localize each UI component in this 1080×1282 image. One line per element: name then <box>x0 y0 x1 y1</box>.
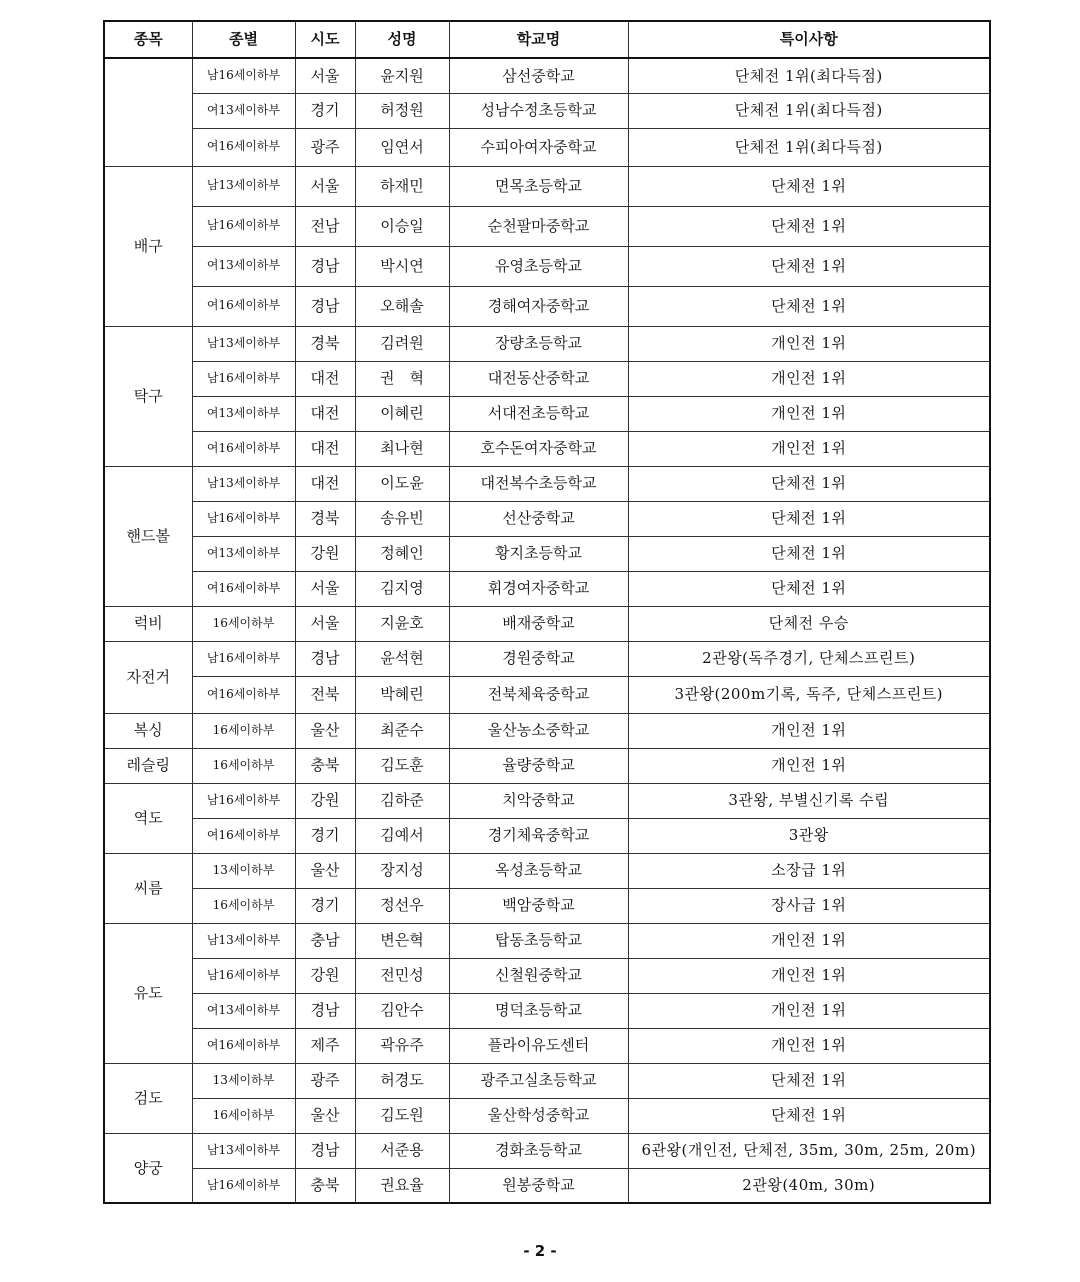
note-cell: 개인전 1위 <box>628 993 990 1028</box>
header-sport: 종목 <box>104 21 192 58</box>
region-cell: 대전 <box>295 431 355 466</box>
table-row <box>104 1098 990 1133</box>
table-row <box>104 93 990 128</box>
name-cell: 이승일 <box>355 206 449 246</box>
school-cell: 호수돈여자중학교 <box>449 431 628 466</box>
sport-cell: 검도 <box>104 1063 192 1133</box>
region-cell: 경기 <box>295 888 355 923</box>
page-number: - 2 - <box>523 1242 557 1260</box>
name-cell: 김지영 <box>355 571 449 606</box>
table-row <box>104 166 990 206</box>
region-cell: 경남 <box>295 246 355 286</box>
name-cell: 권 혁 <box>355 361 449 396</box>
name-cell: 오해솔 <box>355 286 449 326</box>
sport-cell: 핸드볼 <box>104 466 192 606</box>
table-row <box>104 1028 990 1063</box>
division-cell: 16세이하부 <box>192 1098 295 1133</box>
school-cell: 치악중학교 <box>449 783 628 818</box>
table-row <box>104 571 990 606</box>
school-cell: 면목초등학교 <box>449 166 628 206</box>
note-cell: 단체전 1위 <box>628 1063 990 1098</box>
table-row <box>104 853 990 888</box>
name-cell: 김려원 <box>355 326 449 361</box>
name-cell: 이혜린 <box>355 396 449 431</box>
name-cell: 박혜린 <box>355 676 449 713</box>
name-cell: 장지성 <box>355 853 449 888</box>
region-cell: 강원 <box>295 536 355 571</box>
school-cell: 광주고실초등학교 <box>449 1063 628 1098</box>
region-cell: 광주 <box>295 1063 355 1098</box>
region-cell: 경남 <box>295 286 355 326</box>
table-row <box>104 206 990 246</box>
school-cell: 백암중학교 <box>449 888 628 923</box>
school-cell: 전북체육중학교 <box>449 676 628 713</box>
note-cell: 개인전 1위 <box>628 748 990 783</box>
school-cell: 옥성초등학교 <box>449 853 628 888</box>
school-cell: 플라이유도센터 <box>449 1028 628 1063</box>
sport-cell: 양궁 <box>104 1133 192 1203</box>
name-cell: 허경도 <box>355 1063 449 1098</box>
sport-cell: 유도 <box>104 923 192 1063</box>
name-cell: 권요율 <box>355 1168 449 1203</box>
sport-cell: 자전거 <box>104 641 192 713</box>
school-cell: 율량중학교 <box>449 748 628 783</box>
note-cell: 단체전 1위 <box>628 206 990 246</box>
note-cell: 단체전 1위 <box>628 166 990 206</box>
name-cell: 김도훈 <box>355 748 449 783</box>
sport-cell: 복싱 <box>104 713 192 748</box>
region-cell: 경기 <box>295 93 355 128</box>
name-cell: 김하준 <box>355 783 449 818</box>
school-cell: 원봉중학교 <box>449 1168 628 1203</box>
sport-cell <box>104 58 192 166</box>
note-cell: 개인전 1위 <box>628 1028 990 1063</box>
name-cell: 김예서 <box>355 818 449 853</box>
region-cell: 울산 <box>295 1098 355 1133</box>
sport-cell: 역도 <box>104 783 192 853</box>
name-cell: 박시연 <box>355 246 449 286</box>
division-cell: 13세이하부 <box>192 853 295 888</box>
note-cell: 장사급 1위 <box>628 888 990 923</box>
sport-cell: 럭비 <box>104 606 192 641</box>
division-cell: 13세이하부 <box>192 1063 295 1098</box>
note-cell: 단체전 1위 <box>628 466 990 501</box>
note-cell: 단체전 1위 <box>628 571 990 606</box>
name-cell: 정혜인 <box>355 536 449 571</box>
division-cell: 남16세이하부 <box>192 58 295 93</box>
region-cell: 전남 <box>295 206 355 246</box>
division-cell: 남16세이하부 <box>192 206 295 246</box>
note-cell: 2관왕(40m, 30m) <box>628 1168 990 1203</box>
division-cell: 여16세이하부 <box>192 431 295 466</box>
table-row <box>104 128 990 166</box>
name-cell: 임연서 <box>355 128 449 166</box>
name-cell: 허정원 <box>355 93 449 128</box>
results-table <box>103 20 991 1204</box>
school-cell: 선산중학교 <box>449 501 628 536</box>
sport-cell: 배구 <box>104 166 192 326</box>
table-row <box>104 923 990 958</box>
region-cell: 울산 <box>295 713 355 748</box>
region-cell: 광주 <box>295 128 355 166</box>
note-cell: 3관왕(200m기록, 독주, 단체스프린트) <box>628 676 990 713</box>
division-cell: 남13세이하부 <box>192 1133 295 1168</box>
division-cell: 16세이하부 <box>192 748 295 783</box>
name-cell: 송유빈 <box>355 501 449 536</box>
region-cell: 서울 <box>295 606 355 641</box>
table-row <box>104 713 990 748</box>
note-cell: 개인전 1위 <box>628 958 990 993</box>
division-cell: 남16세이하부 <box>192 958 295 993</box>
table-row <box>104 641 990 676</box>
division-cell: 여16세이하부 <box>192 676 295 713</box>
region-cell: 울산 <box>295 853 355 888</box>
table-row <box>104 958 990 993</box>
region-cell: 서울 <box>295 58 355 93</box>
school-cell: 삼선중학교 <box>449 58 628 93</box>
division-cell: 남16세이하부 <box>192 641 295 676</box>
table-row <box>104 361 990 396</box>
school-cell: 황지초등학교 <box>449 536 628 571</box>
table-row <box>104 1063 990 1098</box>
division-cell: 여16세이하부 <box>192 818 295 853</box>
table-row <box>104 676 990 713</box>
name-cell: 변은혁 <box>355 923 449 958</box>
school-cell: 순천팔마중학교 <box>449 206 628 246</box>
division-cell: 여13세이하부 <box>192 246 295 286</box>
name-cell: 지윤호 <box>355 606 449 641</box>
header-note: 특이사항 <box>628 21 990 58</box>
table-row <box>104 58 990 93</box>
region-cell: 강원 <box>295 958 355 993</box>
note-cell: 단체전 1위 <box>628 1098 990 1133</box>
school-cell: 성남수정초등학교 <box>449 93 628 128</box>
school-cell: 경원중학교 <box>449 641 628 676</box>
table-body <box>104 58 990 1203</box>
table-row <box>104 466 990 501</box>
division-cell: 여16세이하부 <box>192 571 295 606</box>
school-cell: 장량초등학교 <box>449 326 628 361</box>
school-cell: 배재중학교 <box>449 606 628 641</box>
sport-cell: 씨름 <box>104 853 192 923</box>
school-cell: 유영초등학교 <box>449 246 628 286</box>
table-row <box>104 748 990 783</box>
note-cell: 단체전 1위(최다득점) <box>628 93 990 128</box>
school-cell: 수피아여자중학교 <box>449 128 628 166</box>
name-cell: 서준용 <box>355 1133 449 1168</box>
sport-cell: 탁구 <box>104 326 192 466</box>
division-cell: 남16세이하부 <box>192 1168 295 1203</box>
table-row <box>104 1133 990 1168</box>
table-row <box>104 536 990 571</box>
name-cell: 윤석현 <box>355 641 449 676</box>
region-cell: 대전 <box>295 466 355 501</box>
school-cell: 울산학성중학교 <box>449 1098 628 1133</box>
table-row <box>104 501 990 536</box>
note-cell: 단체전 우승 <box>628 606 990 641</box>
sport-cell: 레슬링 <box>104 748 192 783</box>
note-cell: 단체전 1위 <box>628 501 990 536</box>
division-cell: 남13세이하부 <box>192 166 295 206</box>
school-cell: 경화초등학교 <box>449 1133 628 1168</box>
table-row <box>104 431 990 466</box>
note-cell: 단체전 1위 <box>628 536 990 571</box>
division-cell: 남13세이하부 <box>192 326 295 361</box>
division-cell: 남16세이하부 <box>192 501 295 536</box>
region-cell: 경북 <box>295 326 355 361</box>
table-row <box>104 246 990 286</box>
name-cell: 이도윤 <box>355 466 449 501</box>
division-cell: 여16세이하부 <box>192 128 295 166</box>
division-cell: 남16세이하부 <box>192 783 295 818</box>
region-cell: 경남 <box>295 993 355 1028</box>
school-cell: 탑동초등학교 <box>449 923 628 958</box>
division-cell: 여13세이하부 <box>192 93 295 128</box>
region-cell: 서울 <box>295 166 355 206</box>
region-cell: 서울 <box>295 571 355 606</box>
region-cell: 대전 <box>295 361 355 396</box>
table-row <box>104 326 990 361</box>
note-cell: 단체전 1위 <box>628 246 990 286</box>
division-cell: 16세이하부 <box>192 713 295 748</box>
division-cell: 여16세이하부 <box>192 1028 295 1063</box>
note-cell: 단체전 1위 <box>628 286 990 326</box>
school-cell: 경해여자중학교 <box>449 286 628 326</box>
table-row <box>104 606 990 641</box>
school-cell: 명덕초등학교 <box>449 993 628 1028</box>
header-region: 시도 <box>295 21 355 58</box>
name-cell: 최나현 <box>355 431 449 466</box>
table-row <box>104 1168 990 1203</box>
table-row <box>104 396 990 431</box>
division-cell: 남13세이하부 <box>192 466 295 501</box>
region-cell: 제주 <box>295 1028 355 1063</box>
region-cell: 전북 <box>295 676 355 713</box>
region-cell: 경남 <box>295 641 355 676</box>
name-cell: 하재민 <box>355 166 449 206</box>
region-cell: 강원 <box>295 783 355 818</box>
name-cell: 윤지원 <box>355 58 449 93</box>
table-row <box>104 783 990 818</box>
region-cell: 충남 <box>295 923 355 958</box>
note-cell: 6관왕(개인전, 단체전, 35m, 30m, 25m, 20m) <box>628 1133 990 1168</box>
school-cell: 휘경여자중학교 <box>449 571 628 606</box>
table-row <box>104 286 990 326</box>
note-cell: 개인전 1위 <box>628 326 990 361</box>
note-cell: 개인전 1위 <box>628 396 990 431</box>
region-cell: 대전 <box>295 396 355 431</box>
region-cell: 경북 <box>295 501 355 536</box>
header-school: 학교명 <box>449 21 628 58</box>
note-cell: 개인전 1위 <box>628 713 990 748</box>
region-cell: 충북 <box>295 748 355 783</box>
region-cell: 경기 <box>295 818 355 853</box>
division-cell: 여13세이하부 <box>192 993 295 1028</box>
note-cell: 3관왕 <box>628 818 990 853</box>
school-cell: 대전동산중학교 <box>449 361 628 396</box>
note-cell: 개인전 1위 <box>628 923 990 958</box>
note-cell: 소장급 1위 <box>628 853 990 888</box>
note-cell: 2관왕(독주경기, 단체스프린트) <box>628 641 990 676</box>
table-row <box>104 888 990 923</box>
name-cell: 김도원 <box>355 1098 449 1133</box>
note-cell: 개인전 1위 <box>628 431 990 466</box>
school-cell: 대전복수초등학교 <box>449 466 628 501</box>
division-cell: 16세이하부 <box>192 888 295 923</box>
table-row <box>104 818 990 853</box>
school-cell: 울산농소중학교 <box>449 713 628 748</box>
note-cell: 단체전 1위(최다득점) <box>628 128 990 166</box>
name-cell: 최준수 <box>355 713 449 748</box>
division-cell: 여13세이하부 <box>192 536 295 571</box>
note-cell: 개인전 1위 <box>628 361 990 396</box>
header-name: 성명 <box>355 21 449 58</box>
division-cell: 16세이하부 <box>192 606 295 641</box>
note-cell: 단체전 1위(최다득점) <box>628 58 990 93</box>
header-row <box>104 21 990 58</box>
region-cell: 충북 <box>295 1168 355 1203</box>
table-row <box>104 993 990 1028</box>
header-division: 종별 <box>192 21 295 58</box>
school-cell: 경기체육중학교 <box>449 818 628 853</box>
name-cell: 김안수 <box>355 993 449 1028</box>
name-cell: 전민성 <box>355 958 449 993</box>
division-cell: 여13세이하부 <box>192 396 295 431</box>
note-cell: 3관왕, 부별신기록 수립 <box>628 783 990 818</box>
school-cell: 신철원중학교 <box>449 958 628 993</box>
name-cell: 정선우 <box>355 888 449 923</box>
region-cell: 경남 <box>295 1133 355 1168</box>
division-cell: 여16세이하부 <box>192 286 295 326</box>
division-cell: 남16세이하부 <box>192 361 295 396</box>
division-cell: 남13세이하부 <box>192 923 295 958</box>
school-cell: 서대전초등학교 <box>449 396 628 431</box>
name-cell: 곽유주 <box>355 1028 449 1063</box>
